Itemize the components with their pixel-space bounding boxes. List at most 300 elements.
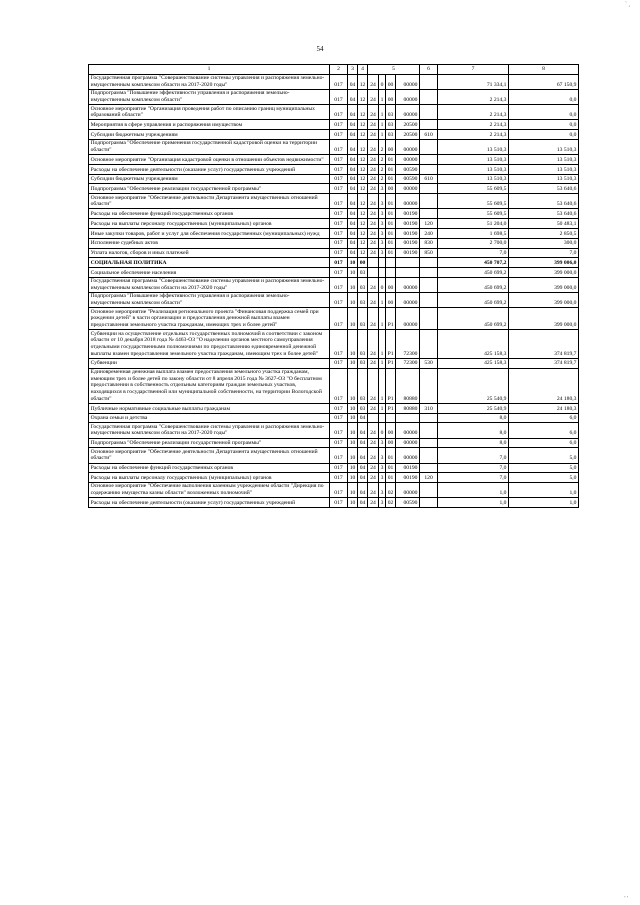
section-code-cell: 10: [348, 498, 358, 508]
event-code-cell: 03: [386, 105, 396, 120]
expense-type-cell: [420, 120, 438, 130]
subsection-code-cell: 12: [358, 139, 368, 154]
subsection-code-cell: 12: [358, 130, 368, 140]
scan-mark-top: ` ,: [625, 2, 630, 8]
program-code-cell: 24: [368, 403, 379, 413]
subprogram-code-cell: 3: [379, 184, 386, 194]
section-code-cell: 10: [348, 308, 358, 330]
direction-code-cell: 00000: [396, 277, 420, 292]
row-name-cell: Государственная программа "Совершенствование системы управления и распоряжения земельно-имущественным комплексом области на 2017-2020 годы": [89, 74, 330, 89]
section-code-cell: 10: [348, 358, 358, 368]
event-code-cell: 03: [386, 130, 396, 140]
row-name-cell: Расходы на обеспечение деятельности (оказание услуг) государственных учреждений: [89, 498, 330, 508]
amount-2020-cell: 450 699,2: [438, 268, 509, 278]
amount-2020-cell: 1 698,5: [438, 228, 509, 238]
admin-code-cell: 017: [330, 130, 348, 140]
event-code-cell: 00: [386, 139, 396, 154]
event-code-cell: 00: [386, 438, 396, 448]
event-code-cell: [386, 258, 396, 268]
amount-2021-cell: 13 510,3: [509, 164, 579, 174]
event-code-cell: 00: [386, 293, 396, 308]
amount-2021-cell: 24 180,3: [509, 368, 579, 403]
row-name-cell: Иные закупки товаров, работ и услуг для обеспечения государственных (муниципальных) нужд: [89, 228, 330, 238]
section-code-cell: 04: [348, 130, 358, 140]
admin-code-cell: 017: [330, 308, 348, 330]
program-code-cell: 24: [368, 368, 379, 403]
subprogram-code-cell: 2: [379, 164, 386, 174]
admin-code-cell: 017: [330, 209, 348, 219]
amount-2020-cell: 71 334,1: [438, 74, 509, 89]
direction-code-cell: 00590: [396, 164, 420, 174]
subsection-code-cell: 04: [358, 473, 368, 483]
section-code-cell: 10: [348, 438, 358, 448]
expense-type-cell: [420, 105, 438, 120]
amount-2020-cell: 2 700,0: [438, 238, 509, 248]
program-code-cell: 24: [368, 448, 379, 463]
event-code-cell: [386, 268, 396, 278]
row-name-cell: Расходы на обеспечение функций государственных органов: [89, 463, 330, 473]
subsection-code-cell: 04: [358, 498, 368, 508]
table-row: [89, 403, 579, 413]
program-code-cell: 24: [368, 164, 379, 174]
event-code-cell: 00: [386, 184, 396, 194]
direction-code-cell: 00190: [396, 228, 420, 238]
table-row: [89, 184, 579, 194]
program-code-cell: 24: [368, 130, 379, 140]
direction-code-cell: 00000: [396, 448, 420, 463]
row-name-cell: Субвенции на осуществление отдельных государственных полномочий в соответствии с законом области от 10 декабря 2018 года № 4463-ОЗ "О наделении органов местного самоуправления отдельными государственными полномочиями по предоставлению единовременной денежной выплаты взамен предоставления земельного участка гражданам, имеющим трех и более детей": [89, 330, 330, 359]
section-code-cell: 04: [348, 194, 358, 209]
amount-2020-cell: 425 158,3: [438, 358, 509, 368]
table-row: [89, 368, 579, 403]
program-code-cell: 24: [368, 120, 379, 130]
subsection-code-cell: 03: [358, 330, 368, 359]
amount-2021-cell: 13 510,3: [509, 174, 579, 184]
amount-2020-cell: 7,0: [438, 248, 509, 258]
row-name-cell: Основное мероприятие "Реализация регионального проекта "Финансовая поддержка семей при рождении детей" в части организации и предоставления денежной выплаты взамен предоставления земельного участка гражданам, имеющих трех и более детей": [89, 308, 330, 330]
event-code-cell: 03: [386, 120, 396, 130]
row-name-cell: Единовременная денежная выплата взамен предоставления земельного участка гражданам, имеющим трех и более детей по закону области от 8 апреля 2015 года № 3627-ОЗ "О бесплатном предоставлении в собственность отдельным категориям граждан земельных участков, находящихся в государственной или муниципальной собственности, на территории Вологодской области": [89, 368, 330, 403]
subprogram-code-cell: 2: [379, 139, 386, 154]
event-code-cell: 01: [386, 228, 396, 238]
event-code-cell: P1: [386, 308, 396, 330]
subsection-code-cell: 12: [358, 209, 368, 219]
amount-2021-cell: 0,0: [509, 120, 579, 130]
subprogram-code-cell: 1: [379, 358, 386, 368]
table-row: [89, 413, 579, 423]
subsection-code-cell: 12: [358, 164, 368, 174]
event-code-cell: 01: [386, 155, 396, 165]
event-code-cell: 01: [386, 473, 396, 483]
admin-code-cell: 017: [330, 358, 348, 368]
amount-2020-cell: 55 609,5: [438, 184, 509, 194]
column-header: 1: [89, 65, 330, 75]
subsection-code-cell: 12: [358, 105, 368, 120]
amount-2021-cell: 374 819,7: [509, 330, 579, 359]
subsection-code-cell: 04: [358, 413, 368, 423]
table-row: [89, 277, 579, 292]
amount-2020-cell: 8,0: [438, 413, 509, 423]
program-code-cell: 24: [368, 308, 379, 330]
section-code-cell: 04: [348, 184, 358, 194]
section-code-cell: 10: [348, 403, 358, 413]
admin-code-cell: 017: [330, 120, 348, 130]
expense-type-cell: [420, 498, 438, 508]
subprogram-code-cell: 3: [379, 194, 386, 209]
direction-code-cell: 00590: [396, 174, 420, 184]
event-code-cell: P1: [386, 330, 396, 359]
subprogram-code-cell: 2: [379, 174, 386, 184]
table-row: [89, 448, 579, 463]
table-row: [89, 219, 579, 229]
section-code-cell: 10: [348, 473, 358, 483]
admin-code-cell: 017: [330, 277, 348, 292]
direction-code-cell: 80880: [396, 368, 420, 403]
direction-code-cell: 00590: [396, 498, 420, 508]
expense-type-cell: [420, 483, 438, 498]
event-code-cell: 00: [386, 423, 396, 438]
amount-2021-cell: 6,0: [509, 423, 579, 438]
subprogram-code-cell: 1: [379, 120, 386, 130]
subprogram-code-cell: 3: [379, 438, 386, 448]
amount-2021-cell: 6,0: [509, 413, 579, 423]
expense-type-cell: [420, 258, 438, 268]
expense-type-cell: [420, 89, 438, 104]
expense-type-cell: [420, 164, 438, 174]
direction-code-cell: 00000: [396, 438, 420, 448]
direction-code-cell: 20500: [396, 130, 420, 140]
amount-2021-cell: 13 510,3: [509, 139, 579, 154]
amount-2020-cell: 55 609,5: [438, 194, 509, 209]
subsection-code-cell: 12: [358, 194, 368, 209]
section-code-cell: 10: [348, 448, 358, 463]
row-name-cell: Государственная программа "Совершенствование системы управления и распоряжения земельно-имущественным комплексом области на 2017-2020 годы": [89, 423, 330, 438]
program-code-cell: 24: [368, 228, 379, 238]
row-name-cell: Основное мероприятие "Организация кадастровой оценки в отношении объектов недвижимости": [89, 155, 330, 165]
row-name-cell: Публичные нормативные социальные выплаты гражданам: [89, 403, 330, 413]
amount-2020-cell: 55 609,5: [438, 209, 509, 219]
column-header: 3: [348, 65, 358, 75]
direction-code-cell: 00190: [396, 248, 420, 258]
program-code-cell: [368, 268, 379, 278]
section-code-cell: 04: [348, 120, 358, 130]
subsection-code-cell: 03: [358, 368, 368, 403]
subsection-code-cell: 12: [358, 155, 368, 165]
amount-2021-cell: 300,0: [509, 238, 579, 248]
amount-2020-cell: 450 699,2: [438, 277, 509, 292]
direction-code-cell: 72300: [396, 330, 420, 359]
amount-2021-cell: 2 850,5: [509, 228, 579, 238]
row-name-cell: Государственная программа "Совершенствование системы управления и распоряжения земельно-имущественным комплексом области на 2017-2020 годы": [89, 277, 330, 292]
column-header: 4: [358, 65, 368, 75]
table-row: [89, 164, 579, 174]
subprogram-code-cell: 1: [379, 130, 386, 140]
program-code-cell: [368, 413, 379, 423]
row-name-cell: Субсидии бюджетным учреждениям: [89, 174, 330, 184]
program-code-cell: 24: [368, 105, 379, 120]
expense-type-cell: 240: [420, 228, 438, 238]
program-code-cell: 24: [368, 358, 379, 368]
program-code-cell: 24: [368, 498, 379, 508]
admin-code-cell: 017: [330, 164, 348, 174]
table-row: [89, 130, 579, 140]
amount-2021-cell: 399 006,0: [509, 258, 579, 268]
event-code-cell: 00: [386, 89, 396, 104]
row-name-cell: Подпрограмма "Обеспечение применения государственной кадастровой оценки на территории области": [89, 139, 330, 154]
subsection-code-cell: 04: [358, 483, 368, 498]
expense-type-cell: [420, 293, 438, 308]
subsection-code-cell: 03: [358, 277, 368, 292]
admin-code-cell: 017: [330, 330, 348, 359]
table-row: [89, 330, 579, 359]
amount-2021-cell: 24 180,3: [509, 403, 579, 413]
page-number: 54: [316, 45, 324, 53]
admin-code-cell: 017: [330, 473, 348, 483]
expense-type-cell: [420, 448, 438, 463]
amount-2021-cell: 13 510,3: [509, 155, 579, 165]
row-name-cell: Расходы на выплаты персоналу государственных (муниципальных) органов: [89, 219, 330, 229]
scan-mark-bottom: ' ': [624, 896, 628, 902]
column-header: 6: [420, 65, 438, 75]
section-code-cell: 10: [348, 368, 358, 403]
subsection-code-cell: 12: [358, 228, 368, 238]
admin-code-cell: 017: [330, 438, 348, 448]
subsection-code-cell: 12: [358, 174, 368, 184]
amount-2021-cell: 399 000,0: [509, 308, 579, 330]
subprogram-code-cell: 3: [379, 463, 386, 473]
event-code-cell: 01: [386, 219, 396, 229]
direction-code-cell: 00000: [396, 423, 420, 438]
expense-type-cell: [420, 368, 438, 403]
admin-code-cell: 017: [330, 483, 348, 498]
program-code-cell: 24: [368, 438, 379, 448]
event-code-cell: 01: [386, 194, 396, 209]
subprogram-code-cell: 1: [379, 330, 386, 359]
subprogram-code-cell: 1: [379, 403, 386, 413]
table-row: [89, 248, 579, 258]
table-row: [89, 238, 579, 248]
amount-2020-cell: 13 510,3: [438, 139, 509, 154]
table-row: [89, 194, 579, 209]
section-code-cell: 10: [348, 463, 358, 473]
admin-code-cell: 017: [330, 238, 348, 248]
section-code-cell: 04: [348, 74, 358, 89]
direction-code-cell: 00000: [396, 89, 420, 104]
amount-2021-cell: 5,0: [509, 448, 579, 463]
amount-2021-cell: 53 640,6: [509, 184, 579, 194]
admin-code-cell: 017: [330, 74, 348, 89]
program-code-cell: [368, 258, 379, 268]
section-code-cell: 10: [348, 293, 358, 308]
table-row: [89, 89, 579, 104]
event-code-cell: 02: [386, 498, 396, 508]
amount-2020-cell: 8,0: [438, 423, 509, 438]
subprogram-code-cell: 1: [379, 368, 386, 403]
amount-2020-cell: 450 707,2: [438, 258, 509, 268]
table-row: [89, 423, 579, 438]
subprogram-code-cell: 2: [379, 155, 386, 165]
subprogram-code-cell: 1: [379, 89, 386, 104]
amount-2020-cell: 13 510,3: [438, 174, 509, 184]
expense-type-cell: [420, 277, 438, 292]
section-code-cell: 10: [348, 423, 358, 438]
subsection-code-cell: 04: [358, 448, 368, 463]
subsection-code-cell: 00: [358, 258, 368, 268]
amount-2021-cell: 50 483,1: [509, 219, 579, 229]
expense-type-cell: 120: [420, 219, 438, 229]
table-row: [89, 258, 579, 268]
program-code-cell: 24: [368, 209, 379, 219]
event-code-cell: 01: [386, 448, 396, 463]
amount-2021-cell: 374 819,7: [509, 358, 579, 368]
table-row: [89, 155, 579, 165]
subprogram-code-cell: 1: [379, 293, 386, 308]
expense-type-cell: 530: [420, 358, 438, 368]
row-name-cell: Субсидии бюджетным учреждениям: [89, 130, 330, 140]
amount-2020-cell: 450 699,2: [438, 308, 509, 330]
subsection-code-cell: 03: [358, 403, 368, 413]
subprogram-code-cell: 1: [379, 308, 386, 330]
row-name-cell: Исполнение судебных актов: [89, 238, 330, 248]
table-row: [89, 74, 579, 89]
section-code-cell: 10: [348, 483, 358, 498]
subprogram-code-cell: [379, 258, 386, 268]
expense-type-cell: [420, 155, 438, 165]
table-row: [89, 358, 579, 368]
admin-code-cell: 017: [330, 194, 348, 209]
row-name-cell: Основное мероприятие "Организация проведения работ по описанию границ муниципальных образований области": [89, 105, 330, 120]
subprogram-code-cell: 3: [379, 448, 386, 463]
direction-code-cell: 20500: [396, 120, 420, 130]
subsection-code-cell: 03: [358, 268, 368, 278]
program-code-cell: 24: [368, 155, 379, 165]
program-code-cell: 24: [368, 423, 379, 438]
admin-code-cell: 017: [330, 403, 348, 413]
program-code-cell: 24: [368, 238, 379, 248]
section-code-cell: 10: [348, 277, 358, 292]
table-header-row: [89, 65, 579, 75]
event-code-cell: 01: [386, 248, 396, 258]
table-row: [89, 473, 579, 483]
program-code-cell: 24: [368, 463, 379, 473]
event-code-cell: 01: [386, 463, 396, 473]
amount-2021-cell: 53 640,6: [509, 209, 579, 219]
amount-2021-cell: 0,0: [509, 105, 579, 120]
event-code-cell: [386, 413, 396, 423]
section-code-cell: 04: [348, 164, 358, 174]
subsection-code-cell: 12: [358, 184, 368, 194]
subsection-code-cell: 12: [358, 248, 368, 258]
amount-2021-cell: 399 000,0: [509, 277, 579, 292]
direction-code-cell: 00000: [396, 308, 420, 330]
amount-2020-cell: 25 540,9: [438, 403, 509, 413]
direction-code-cell: 00190: [396, 238, 420, 248]
direction-code-cell: 00000: [396, 105, 420, 120]
amount-2020-cell: 7,0: [438, 463, 509, 473]
section-code-cell: 04: [348, 248, 358, 258]
row-name-cell: Расходы на обеспечение деятельности (оказание услуг) государственных учреждений: [89, 164, 330, 174]
event-code-cell: 00: [386, 74, 396, 89]
expense-type-cell: [420, 209, 438, 219]
subprogram-code-cell: 3: [379, 498, 386, 508]
amount-2020-cell: 8,0: [438, 438, 509, 448]
direction-code-cell: 00190: [396, 219, 420, 229]
section-code-cell: 04: [348, 228, 358, 238]
direction-code-cell: 00190: [396, 473, 420, 483]
program-code-cell: 24: [368, 174, 379, 184]
admin-code-cell: 017: [330, 139, 348, 154]
table-row: [89, 483, 579, 498]
section-code-cell: 04: [348, 238, 358, 248]
row-name-cell: Основное мероприятие "Обеспечение деятельности Департамента имущественных отношений области": [89, 194, 330, 209]
expense-type-cell: 610: [420, 174, 438, 184]
row-name-cell: Подпрограмма "Повышение эффективности управления и распоряжения земельно-имущественным комплексом области": [89, 89, 330, 104]
section-code-cell: 10: [348, 258, 358, 268]
direction-code-cell: 00190: [396, 463, 420, 473]
section-code-cell: 04: [348, 209, 358, 219]
program-code-cell: 24: [368, 330, 379, 359]
column-header: 2: [330, 65, 348, 75]
amount-2021-cell: 1,0: [509, 483, 579, 498]
subprogram-code-cell: 3: [379, 473, 386, 483]
admin-code-cell: 017: [330, 105, 348, 120]
admin-code-cell: 017: [330, 89, 348, 104]
subprogram-code-cell: 3: [379, 209, 386, 219]
event-code-cell: 02: [386, 483, 396, 498]
row-name-cell: СОЦИАЛЬНАЯ ПОЛИТИКА: [89, 258, 330, 268]
amount-2020-cell: 1,0: [438, 483, 509, 498]
table-row: [89, 463, 579, 473]
subprogram-code-cell: [379, 268, 386, 278]
table-row: [89, 209, 579, 219]
program-code-cell: 24: [368, 139, 379, 154]
program-code-cell: 24: [368, 473, 379, 483]
admin-code-cell: 017: [330, 184, 348, 194]
direction-code-cell: [396, 258, 420, 268]
amount-2020-cell: 2 214,3: [438, 105, 509, 120]
direction-code-cell: 00000: [396, 74, 420, 89]
admin-code-cell: 017: [330, 248, 348, 258]
column-header: 7: [438, 65, 509, 75]
row-name-cell: Основное мероприятие "Обеспечение деятельности Департамента имущественных отношений области": [89, 448, 330, 463]
direction-code-cell: 72300: [396, 358, 420, 368]
expense-type-cell: [420, 330, 438, 359]
program-code-cell: 24: [368, 248, 379, 258]
amount-2021-cell: 5,0: [509, 463, 579, 473]
program-code-cell: 24: [368, 293, 379, 308]
expense-type-cell: [420, 184, 438, 194]
expense-type-cell: 120: [420, 473, 438, 483]
row-name-cell: Охрана семьи и детства: [89, 413, 330, 423]
subsection-code-cell: 12: [358, 219, 368, 229]
section-code-cell: 04: [348, 174, 358, 184]
admin-code-cell: 017: [330, 258, 348, 268]
row-name-cell: Субвенции: [89, 358, 330, 368]
admin-code-cell: 017: [330, 228, 348, 238]
table-row: [89, 308, 579, 330]
subprogram-code-cell: 3: [379, 228, 386, 238]
expense-type-cell: [420, 194, 438, 209]
subsection-code-cell: 12: [358, 238, 368, 248]
event-code-cell: P1: [386, 403, 396, 413]
subsection-code-cell: 03: [358, 358, 368, 368]
subprogram-code-cell: [379, 413, 386, 423]
section-code-cell: 04: [348, 89, 358, 104]
amount-2021-cell: 53 640,6: [509, 194, 579, 209]
program-code-cell: 24: [368, 277, 379, 292]
subsection-code-cell: 03: [358, 293, 368, 308]
amount-2021-cell: 399 000,0: [509, 268, 579, 278]
